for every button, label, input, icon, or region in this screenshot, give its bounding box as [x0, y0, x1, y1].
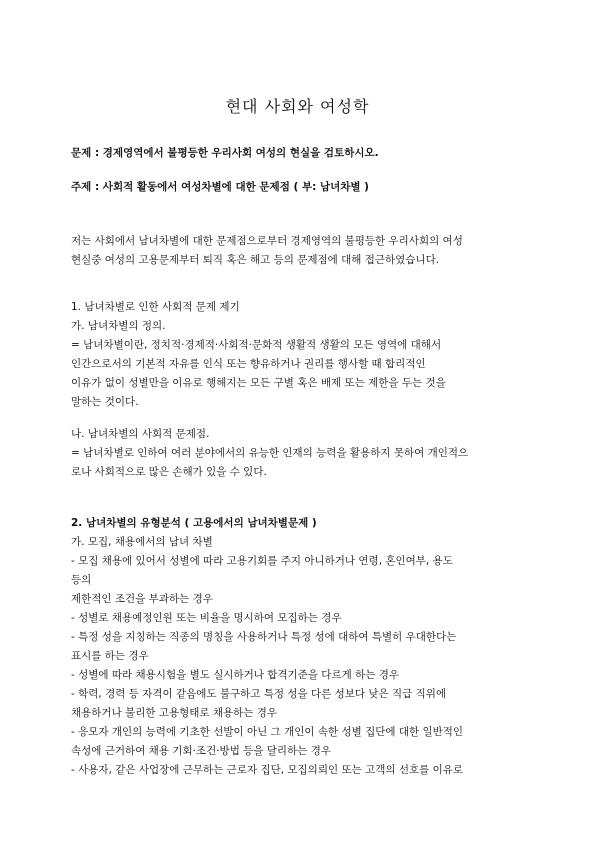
list-item: 등의	[71, 574, 92, 586]
intro-line: 현실중 여성의 고용문제부터 퇴직 혹은 해고 등의 문제점에 대해 접근하였습니다.	[71, 254, 440, 266]
problem-line: = 남녀차별로 인하여 여러 분야에서의 유능한 인재의 능력을 활용하지 못하여 개인적으	[71, 447, 469, 459]
definition-line: 말하는 것이다.	[71, 396, 139, 408]
definition-line: = 남녀차별이란, 정치적·경제적·사회적·문화적 생활적 생활의 모든 영역에 대해서	[71, 339, 442, 351]
list-item: 속성에 근거하여 채용 기회·조건·방법 등을 달리하는 경우	[71, 745, 331, 757]
page-title: 현대 사회와 여성학	[225, 97, 370, 116]
topic-line: 주제 : 사회적 활동에서 여성차별에 대한 문제점 ( 부: 남녀차별 )	[71, 181, 369, 193]
section1-sub-a: 가. 남녀차별의 정의.	[71, 320, 166, 332]
list-item: 채용하거나 불리한 고용형태로 채용하는 경우	[71, 707, 278, 719]
definition-line: 인간으로서의 기본적 자유를 인식 또는 향유하거나 권리를 행사할 때 합리적인	[71, 358, 426, 370]
section1-heading: 1. 남녀차별로 인한 사회적 문제 제기	[71, 301, 240, 313]
problem-line: 로나 사회적으로 많은 손해가 있을 수 있다.	[71, 466, 267, 478]
section2-heading: 2. 남녀차별의 유형분석 ( 고용에서의 남녀차별문제 )	[71, 517, 317, 529]
list-item: 제한적인 조건을 부과하는 경우	[71, 593, 213, 605]
list-item: - 성별로 채용예정인원 또는 비율을 명시하여 모집하는 경우	[71, 612, 342, 624]
question-line: 문제 : 경제영역에서 불평등한 우리사회 여성의 현실을 검토하시오.	[71, 147, 379, 159]
list-item: - 모집 채용에 있어서 성별에 따라 고용기회를 주지 아니하거나 연령, 혼인여부, 용도	[71, 555, 453, 567]
list-item: - 특정 성을 지칭하는 직종의 명칭을 사용하거나 특정 성에 대하여 특별히 우대한다는	[71, 631, 457, 643]
list-item: - 응모자 개인의 능력에 기초한 선발이 아닌 그 개인이 속한 성별 집단에 대한 일반적인	[71, 726, 464, 738]
section2-sub-a: 가. 모집, 채용에서의 남녀 차별	[71, 536, 213, 548]
list-item: - 사용자, 같은 사업장에 근무하는 근로자 집단, 모집의뢰인 또는 고객의 선호를 이유로	[71, 764, 464, 776]
list-item: 표시를 하는 경우	[71, 650, 149, 662]
intro-line: 저는 사회에서 남녀차별에 대한 문제점으로부터 경제영역의 불평등한 우리사회의 여성	[71, 235, 463, 247]
list-item: - 학력, 경력 등 자격이 같음에도 불구하고 특정 성을 다른 성보다 낮은 직급 직위에	[71, 688, 447, 700]
section1-sub-b: 나. 남녀차별의 사회적 문제점.	[71, 428, 210, 440]
definition-line: 이유가 없이 성별만을 이유로 행해지는 모든 구별 혹은 배제 또는 제한을 두는 것을	[71, 377, 446, 389]
list-item: - 성별에 따라 채용시험을 별도 실시하거나 합격기준을 다르게 하는 경우	[71, 669, 399, 681]
